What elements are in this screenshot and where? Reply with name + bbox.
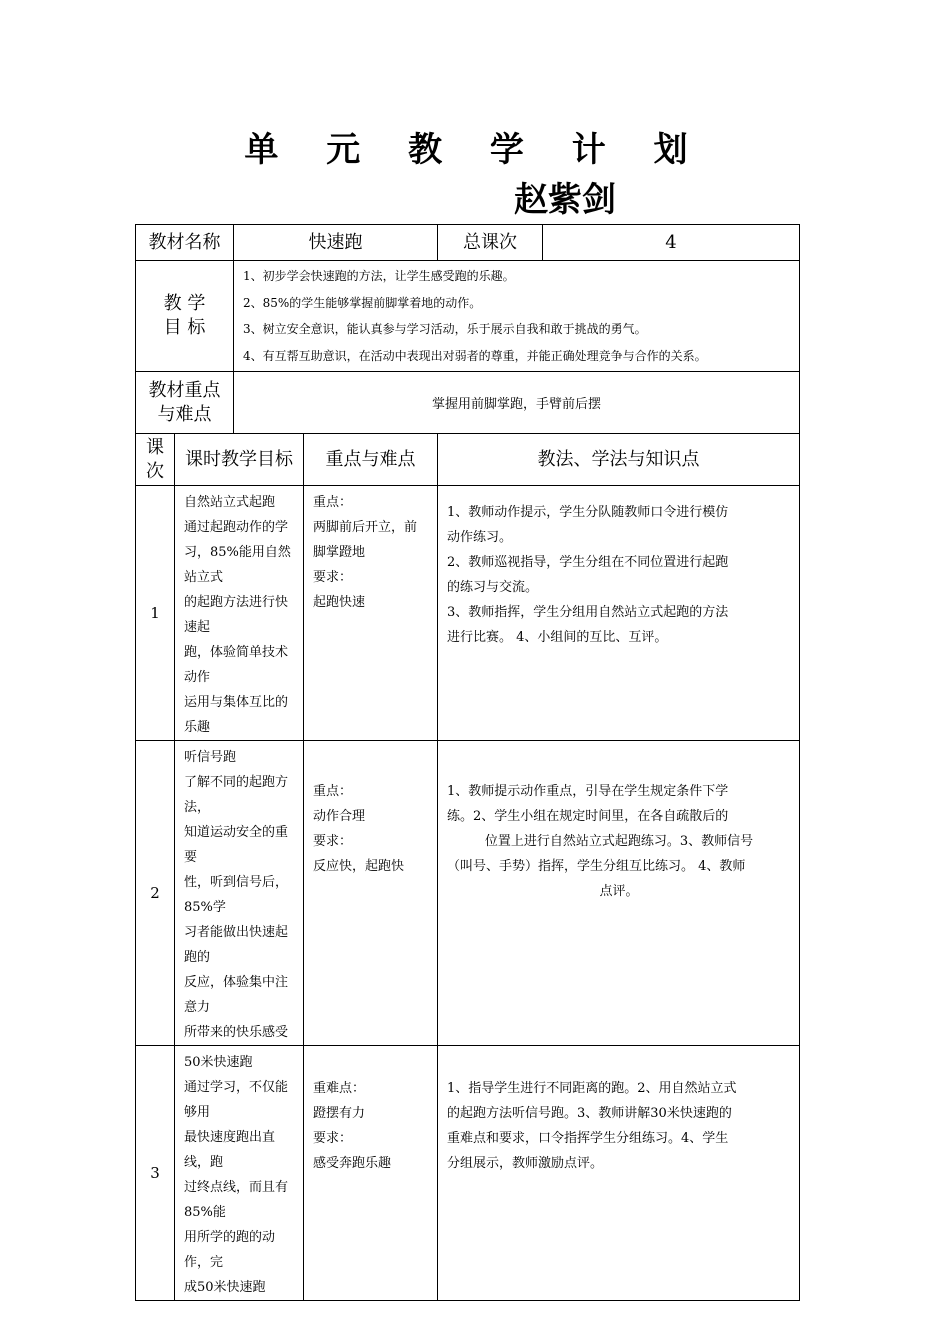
lesson-focus-line: 要求：: [313, 1131, 353, 1146]
objective-item: 3、树立安全意识，能认真参与学习活动，乐于展示自我和敢于挑战的勇气。: [243, 322, 647, 336]
lesson-method-line: 1、教师提示动作重点，引导在学生规定条件下学: [447, 784, 729, 799]
lesson-goal-line: 最快速度跑出直线，跑: [184, 1130, 276, 1170]
lesson-focus-line: 重点：: [313, 784, 353, 799]
lesson-row: [136, 486, 800, 741]
lesson-goal-line: 成50米快速跑: [184, 1280, 266, 1295]
lesson-method-line: 1、教师动作提示，学生分队随教师口令进行模仿: [447, 505, 729, 520]
lesson-method-line: 的起跑方法听信号跑。3、教师讲解30米快速跑的: [447, 1106, 732, 1121]
lesson-goal-line: 所带来的快乐感受: [184, 1025, 289, 1040]
key-points-label-line2: 与难点: [157, 403, 212, 425]
lesson-row: [136, 741, 800, 1046]
lesson-number: 2: [136, 741, 175, 1046]
material-value: 快速跑: [234, 225, 438, 261]
lesson-focus-line: 感受奔跑乐趣: [313, 1156, 392, 1171]
lesson-method: [438, 486, 800, 741]
lesson-number-header: [136, 434, 175, 486]
total-lessons-value: 4: [543, 225, 800, 261]
lesson-focus: [304, 486, 438, 741]
lesson-focus: [304, 741, 438, 1046]
lesson-goal-line: 了解不同的起跑方法，: [184, 775, 289, 815]
objective-item: 4、有互帮互助意识，在活动中表现出对弱者的尊重，并能正确处理竞争与合作的关系。: [243, 348, 707, 363]
objectives-label-line2: 目 标: [163, 317, 206, 338]
lesson-focus-line: 起跑快速: [313, 595, 366, 610]
lesson-method-line: 练。2、学生小组在规定时间里，在各自疏散后的: [447, 809, 729, 824]
lesson-goal-line: 性，听到信号后，85%学: [184, 875, 289, 915]
lesson-header-row: [136, 434, 800, 486]
lesson-method-line: 的练习与交流。: [447, 580, 539, 595]
lesson-method: [438, 741, 800, 1046]
objective-item: 1、初步学会快速跑的方法，让学生感受跑的乐趣。: [243, 269, 515, 283]
lesson-goal-line: 听信号跑: [184, 750, 237, 765]
key-points-value: 掌握用前脚掌跑，手臂前后摆: [234, 372, 800, 434]
lesson-goal-line: 的起跑方法进行快速起: [184, 595, 289, 635]
lesson-method-line: 分组展示，教师激励点评。: [447, 1156, 604, 1171]
info-row: [136, 225, 800, 261]
material-label: 教材名称: [136, 225, 234, 261]
lesson-focus-line: 重点：: [313, 495, 353, 510]
lesson-goal-line: 过终点线，而且有85%能: [184, 1180, 289, 1220]
lesson-number: 1: [136, 486, 175, 741]
lesson-goal-line: 跑，体验简单技术动作: [184, 645, 289, 685]
lesson-focus-line: 动作合理: [313, 809, 366, 824]
lesson-goal-line: 知道运动安全的重要: [184, 825, 289, 865]
lesson-goal-line: 通过起跑动作的学: [184, 520, 289, 535]
lesson-number-header-line2: 次: [146, 460, 164, 482]
lesson-method-line: 2、教师巡视指导，学生分组在不同位置进行起跑: [447, 555, 729, 570]
lesson-goal-line: 用所学的跑的动作，完: [184, 1230, 276, 1270]
lesson-method-line: 1、指导学生进行不同距离的跑。2、用自然站立式: [447, 1081, 737, 1096]
lesson-goal-line: 运用与集体互比的乐趣: [184, 695, 289, 735]
lesson-goal: [175, 1046, 304, 1301]
lesson-focus-line: 反应快，起跑快: [313, 859, 405, 874]
lesson-method-line: 动作练习。: [447, 530, 513, 545]
page-title: 单 元 教 学 计 划: [244, 130, 706, 170]
lesson-goal-line: 50米快速跑: [184, 1055, 253, 1070]
lesson-focus-line: 两脚前后开立，前: [313, 520, 418, 535]
lesson-focus-line: 要求：: [313, 834, 353, 849]
lesson-goal-line: 习者能做出快速起跑的: [184, 925, 289, 965]
objective-item: 2、85%的学生能够掌握前脚掌着地的动作。: [243, 295, 482, 310]
lesson-method-line: 位置上进行自然站立式起跑练习。3、教师信号: [484, 834, 754, 849]
lesson-row: [136, 1046, 800, 1301]
lesson-goal-header: 课时教学目标: [175, 434, 304, 486]
lesson-goal: [175, 486, 304, 741]
lesson-method-line: 3、教师指挥，学生分组用自然站立式起跑的方法: [447, 605, 729, 620]
total-lessons-label: 总课次: [438, 225, 543, 261]
lesson-method-line: 重难点和要求，口令指挥学生分组练习。4、学生: [447, 1131, 729, 1146]
lesson-number: 3: [136, 1046, 175, 1301]
author-name: 赵紫剑: [514, 180, 616, 220]
key-points-row: [136, 372, 800, 434]
lesson-goal-line: 自然站立式起跑: [184, 495, 276, 510]
lesson-number-header-line1: 课: [146, 436, 164, 458]
key-points-label-line1: 教材重点: [148, 379, 221, 401]
lesson-method-header: 教法、学法与知识点: [438, 434, 800, 486]
lesson-focus-line: 蹬摆有力: [313, 1106, 366, 1121]
lesson-method: [438, 1046, 800, 1301]
lesson-focus: [304, 1046, 438, 1301]
key-points-label: [136, 372, 234, 434]
lesson-focus-line: 重难点：: [313, 1081, 366, 1096]
lesson-goal-line: 反应，体验集中注意力: [184, 975, 289, 1015]
lesson-focus-line: 脚掌蹬地: [313, 545, 366, 560]
objectives-row: [136, 261, 800, 372]
lesson-method-line: 点评。: [599, 884, 639, 899]
lesson-method-line: （叫号、手势）指挥，学生分组互比练习。 4、教师: [447, 859, 746, 874]
lesson-method-line: 进行比赛。 4、小组间的互比、互评。: [447, 630, 668, 645]
lesson-focus-line: 要求：: [313, 570, 353, 585]
lesson-goal-line: 通过学习，不仅能够用: [184, 1080, 289, 1120]
objectives-label-line1: 教 学: [163, 293, 206, 314]
lesson-goal: [175, 741, 304, 1046]
lesson-focus-header: 重点与难点: [304, 434, 438, 486]
objectives-list: [234, 261, 800, 372]
lesson-goal-line: 习，85%能用自然站立式: [184, 545, 291, 585]
unit-plan-table: [135, 224, 800, 1301]
objectives-label: [136, 261, 234, 372]
